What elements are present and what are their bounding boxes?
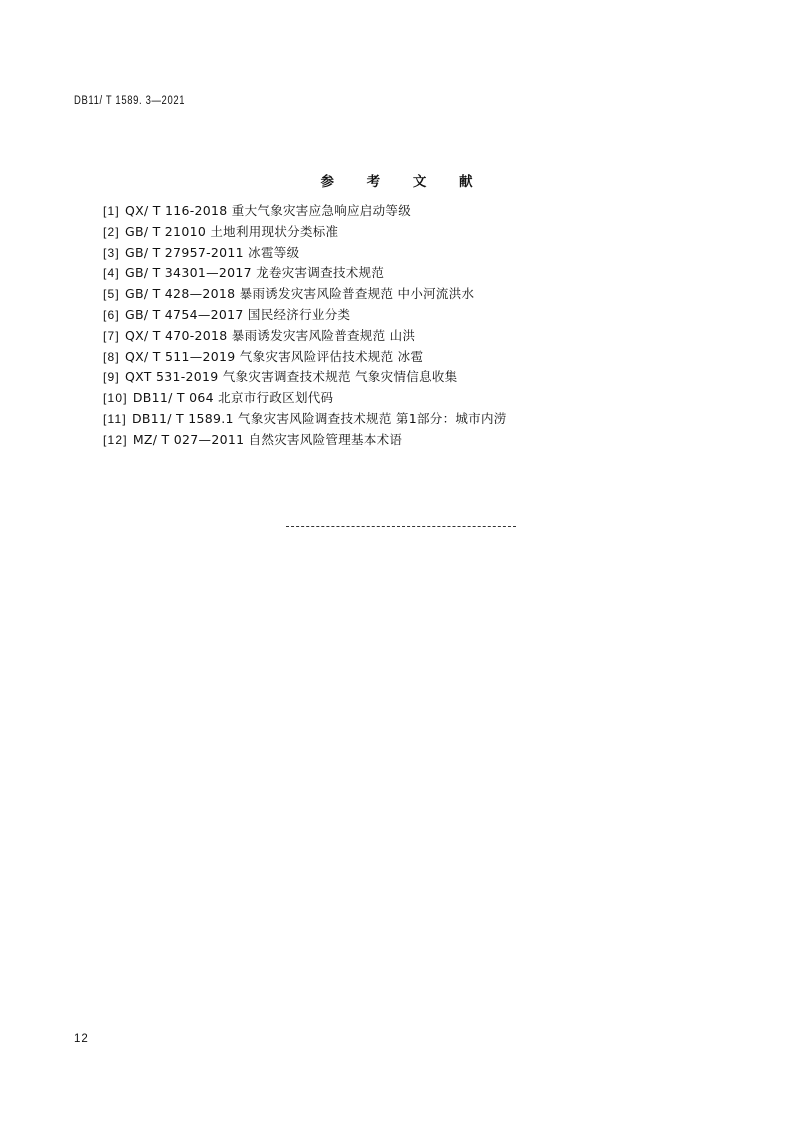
reference-text: GB/ T 34301—2017 龙卷灾害调查技术规范 (124, 265, 385, 281)
reference-number: [3] (103, 245, 120, 260)
reference-item (103, 284, 507, 305)
reference-text: DB11/ T 1589.1 气象灾害风险调查技术规范 第1部分：城市内涝 (131, 410, 507, 426)
reference-item (103, 222, 507, 243)
reference-text: GB/ T 21010 土地利用现状分类标准 (124, 223, 339, 239)
standard-code-header: DB11/ T 1589. 3—2021 (74, 95, 186, 107)
reference-number: [6] (103, 307, 120, 322)
reference-number: [10] (103, 391, 128, 406)
reference-number: [11] (103, 411, 127, 426)
reference-number: [1] (103, 204, 120, 218)
reference-text: MZ/ T 027—2011 自然灾害风险管理基本术语 (132, 431, 403, 447)
reference-number: [2] (103, 224, 120, 239)
reference-number: [8] (103, 349, 120, 364)
section-title: 参 考 文 献 (320, 174, 487, 190)
reference-item (103, 388, 507, 409)
reference-item (103, 367, 507, 388)
reference-text: GB/ T 27957-2011 冰雹等级 (124, 244, 300, 260)
reference-text: DB11/ T 064 北京市行政区划代码 (132, 390, 334, 406)
reference-number: [4] (103, 266, 120, 281)
reference-item (103, 201, 507, 222)
reference-number: [12] (103, 432, 128, 447)
reference-number: [5] (103, 287, 120, 302)
reference-item (103, 263, 507, 284)
reference-text: QX/ T 511—2019 气象灾害风险评估技术规范 冰雹 (124, 348, 424, 364)
reference-item (103, 326, 507, 347)
reference-item (103, 430, 507, 451)
reference-text: GB/ T 4754—2017 国民经济行业分类 (124, 306, 351, 322)
reference-item (103, 243, 507, 264)
reference-item (103, 409, 507, 430)
reference-item (103, 347, 507, 368)
reference-text: QXT 531-2019 气象灾害调查技术规范 气象灾情信息收集 (124, 369, 458, 385)
reference-list (103, 201, 507, 451)
end-divider (286, 526, 516, 527)
page-number: 12 (74, 1033, 89, 1045)
reference-text: GB/ T 428—2018 暴雨诱发灾害风险普查规范 中小河流洪水 (124, 286, 475, 302)
reference-item (103, 305, 507, 326)
reference-number: [7] (103, 328, 120, 343)
reference-text: QX/ T 116-2018 重大气象灾害应急响应启动等级 (124, 203, 412, 218)
reference-text: QX/ T 470-2018 暴雨诱发灾害风险普查规范 山洪 (124, 327, 416, 343)
reference-number: [9] (103, 370, 120, 385)
